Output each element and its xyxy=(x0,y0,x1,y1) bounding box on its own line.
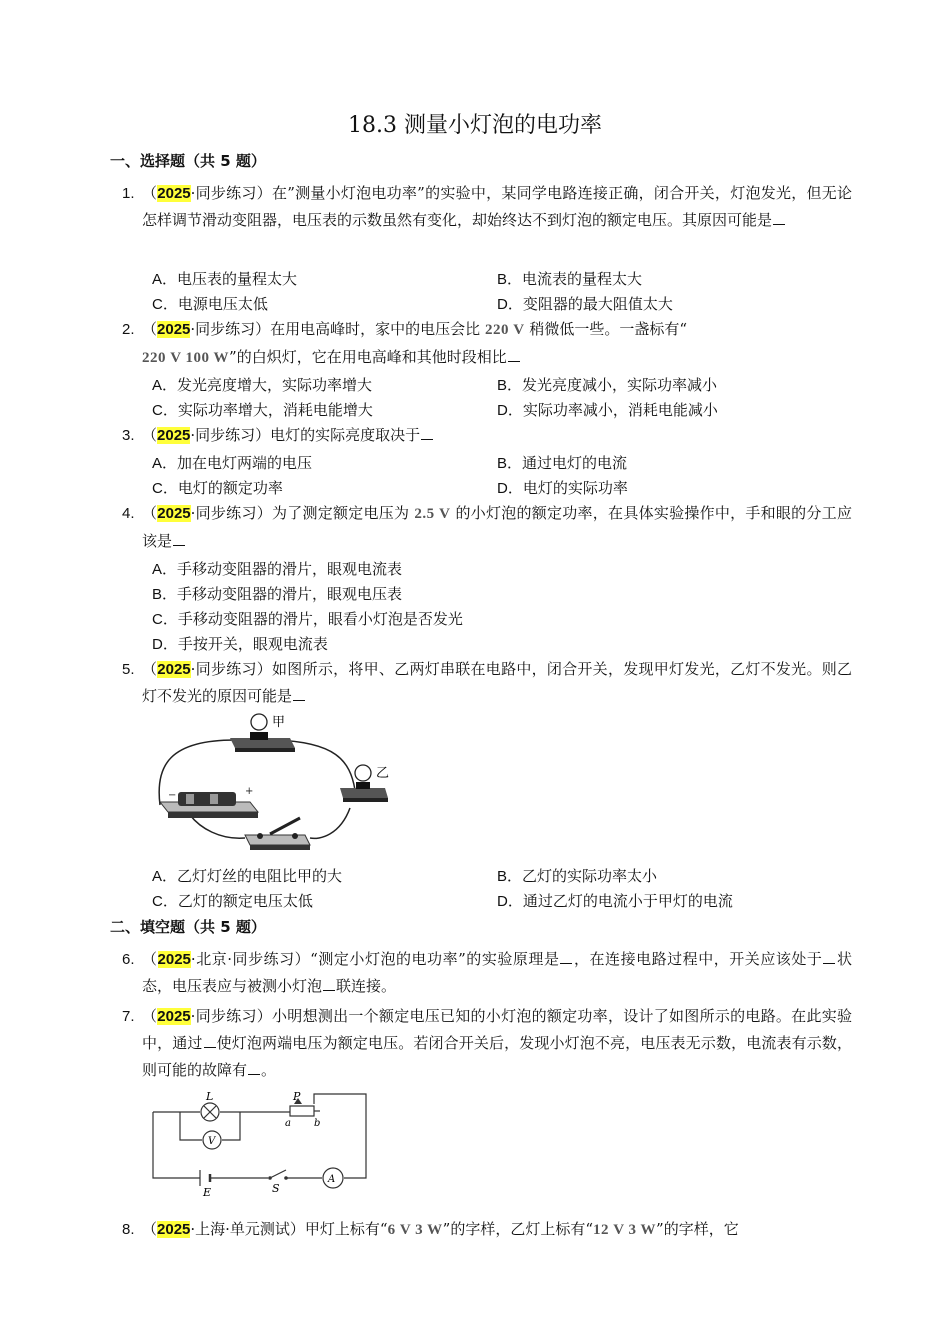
question-1: 1. （2025·同步练习）在”测量小灯泡电功率”的实验中，某同学电路连接正确，闭合开关，灯泡发光，但无论怎样调节滑动变阻器，电压表的示数虽然有变化，却始终达不到灯泡的额定电压。其原因可能是 xyxy=(122,180,852,234)
question-5: 5. （2025·同步练习）如图所示，将甲、乙两灯串联在电路中，闭合开关，发现甲灯发光，乙灯不发光。则乙灯不发光的原因可能是 xyxy=(122,656,852,710)
year-tag: 2025 xyxy=(157,427,191,444)
option-d[interactable]: D．手按开关，眼观电流表 xyxy=(152,635,328,653)
question-number: 7. xyxy=(122,1008,135,1025)
label-p: P xyxy=(293,1090,301,1103)
option-c[interactable]: C．实际功率增大，消耗电能增大 xyxy=(152,401,373,419)
question-number: 6. xyxy=(122,951,135,968)
option-a[interactable]: A．加在电灯两端的电压 xyxy=(152,454,313,472)
option-c[interactable]: C．电源电压太低 xyxy=(152,295,268,313)
year-tag: 2025 xyxy=(157,661,191,678)
option-b[interactable]: B．乙灯的实际功率太小 xyxy=(497,867,658,885)
label-s: S xyxy=(272,1182,280,1195)
year-tag: 2025 xyxy=(157,505,191,522)
answer-blank[interactable] xyxy=(293,686,305,701)
option-d[interactable]: D．实际功率减小，消耗电能减小 xyxy=(497,401,718,419)
option-b[interactable]: B．发光亮度减小，实际功率减小 xyxy=(497,376,718,394)
answer-blank[interactable] xyxy=(773,210,785,225)
option-a[interactable]: A．电压表的量程太大 xyxy=(152,270,298,288)
bulb-yi-icon xyxy=(355,765,371,781)
option-d[interactable]: D．变阻器的最大阻值太大 xyxy=(497,295,673,313)
label-a: a xyxy=(285,1118,291,1129)
question-number: 3. xyxy=(122,427,135,444)
series-circuit-figure xyxy=(150,710,390,858)
question-7: 7. （2025·同步练习）小明想测出一个额定电压已知的小灯泡的额定功率，设计了如图所示的电路。在此实验中，通过 使灯泡两端电压为额定电压。若闭合开关后，发现小灯泡不亮，电压表无示数，电流表有示数，则可能的故障有 。 xyxy=(122,1003,852,1084)
option-a[interactable]: A．乙灯灯丝的电阻比甲的大 xyxy=(152,867,343,885)
question-number: 5. xyxy=(122,661,135,678)
math-220v: 220 V xyxy=(484,322,525,338)
option-a[interactable]: A．发光亮度增大，实际功率增大 xyxy=(152,376,373,394)
question-3: 3. （2025·同步练习）电灯的实际亮度取决于 xyxy=(122,422,852,449)
svg-text:V: V xyxy=(208,1136,216,1147)
option-a[interactable]: A．手移动变阻器的滑片，眼观电流表 xyxy=(152,560,403,578)
math-rating-jia: 6 V 3 W xyxy=(387,1222,443,1238)
answer-blank-2[interactable] xyxy=(248,1060,260,1075)
math-rating-yi: 12 V 3 W xyxy=(593,1222,657,1238)
section-heading-fill: 二、填空题（共 5 题） xyxy=(110,918,266,936)
label-l: L xyxy=(206,1090,214,1103)
question-number: 8. xyxy=(122,1221,135,1238)
svg-text:+: + xyxy=(245,786,254,797)
option-b[interactable]: B．手移动变阻器的滑片，眼观电压表 xyxy=(152,585,403,603)
year-tag: 2025 xyxy=(157,321,191,338)
answer-blank[interactable] xyxy=(421,425,433,440)
label-e: E xyxy=(203,1186,212,1198)
option-c[interactable]: C．乙灯的额定电压太低 xyxy=(152,892,313,910)
question-number: 1. xyxy=(122,185,135,202)
question-number: 2. xyxy=(122,321,135,338)
section-heading-choice: 一、选择题（共 5 题） xyxy=(110,152,266,170)
year-tag: 2025 xyxy=(157,185,191,202)
question-number: 4. xyxy=(122,505,135,522)
option-d[interactable]: D．电灯的实际功率 xyxy=(497,479,628,497)
label-b: b xyxy=(314,1118,321,1129)
year-tag: 2025 xyxy=(157,1221,191,1238)
answer-blank[interactable] xyxy=(508,347,520,362)
answer-blank-1[interactable] xyxy=(204,1033,216,1048)
page-title: 18.3 测量小灯泡的电功率 xyxy=(348,113,602,138)
question-2: 2. （2025·同步练习）在用电高峰时，家中的电压会比 220 V 稍微低一些。一盏标有“ 220 V 100 W”的白炽灯，它在用电高峰和其他时段相比 xyxy=(122,316,852,372)
switch-icon xyxy=(245,835,310,845)
question-6: 6. （2025·北京·同步练习）“测定小灯泡的电功率”的实验原理是 ，在连接电路过程中，开关应该处于 状态，电压表应与被测小灯泡 联连接。 xyxy=(122,946,852,1000)
question-4: 4. （2025·同步练习）为了测定额定电压为 2.5 V 的小灯泡的额定功率，在具体实验操作中，手和眼的分工应该是 xyxy=(122,500,852,555)
math-2-5v: 2.5 V xyxy=(414,506,451,522)
math-rating: 220 V 100 W xyxy=(142,350,230,366)
svg-text:A: A xyxy=(328,1174,336,1185)
answer-blank-1[interactable] xyxy=(560,949,572,964)
circuit-diagram-figure xyxy=(148,1090,373,1198)
option-c[interactable]: C．电灯的额定功率 xyxy=(152,479,283,497)
year-tag: 2025 xyxy=(157,951,191,968)
option-c[interactable]: C．手移动变阻器的滑片，眼看小灯泡是否发光 xyxy=(152,610,463,628)
bulb-jia-icon xyxy=(251,714,267,730)
label-yi: 乙 xyxy=(376,766,390,781)
answer-blank[interactable] xyxy=(173,531,185,546)
svg-text:−: − xyxy=(168,790,177,801)
answer-blank-2[interactable] xyxy=(823,949,835,964)
option-b[interactable]: B．电流表的量程太大 xyxy=(497,270,643,288)
answer-blank-3[interactable] xyxy=(323,976,335,991)
option-b[interactable]: B．通过电灯的电流 xyxy=(497,454,628,472)
label-jia: 甲 xyxy=(272,715,286,730)
year-tag: 2025 xyxy=(157,1008,191,1025)
option-d[interactable]: D．通过乙灯的电流小于甲灯的电流 xyxy=(497,892,733,910)
question-8: 8. （2025·上海·单元测试）甲灯上标有“6 V 3 W”的字样，乙灯上标有“12 V 3 W”的字样，它 xyxy=(122,1216,852,1244)
